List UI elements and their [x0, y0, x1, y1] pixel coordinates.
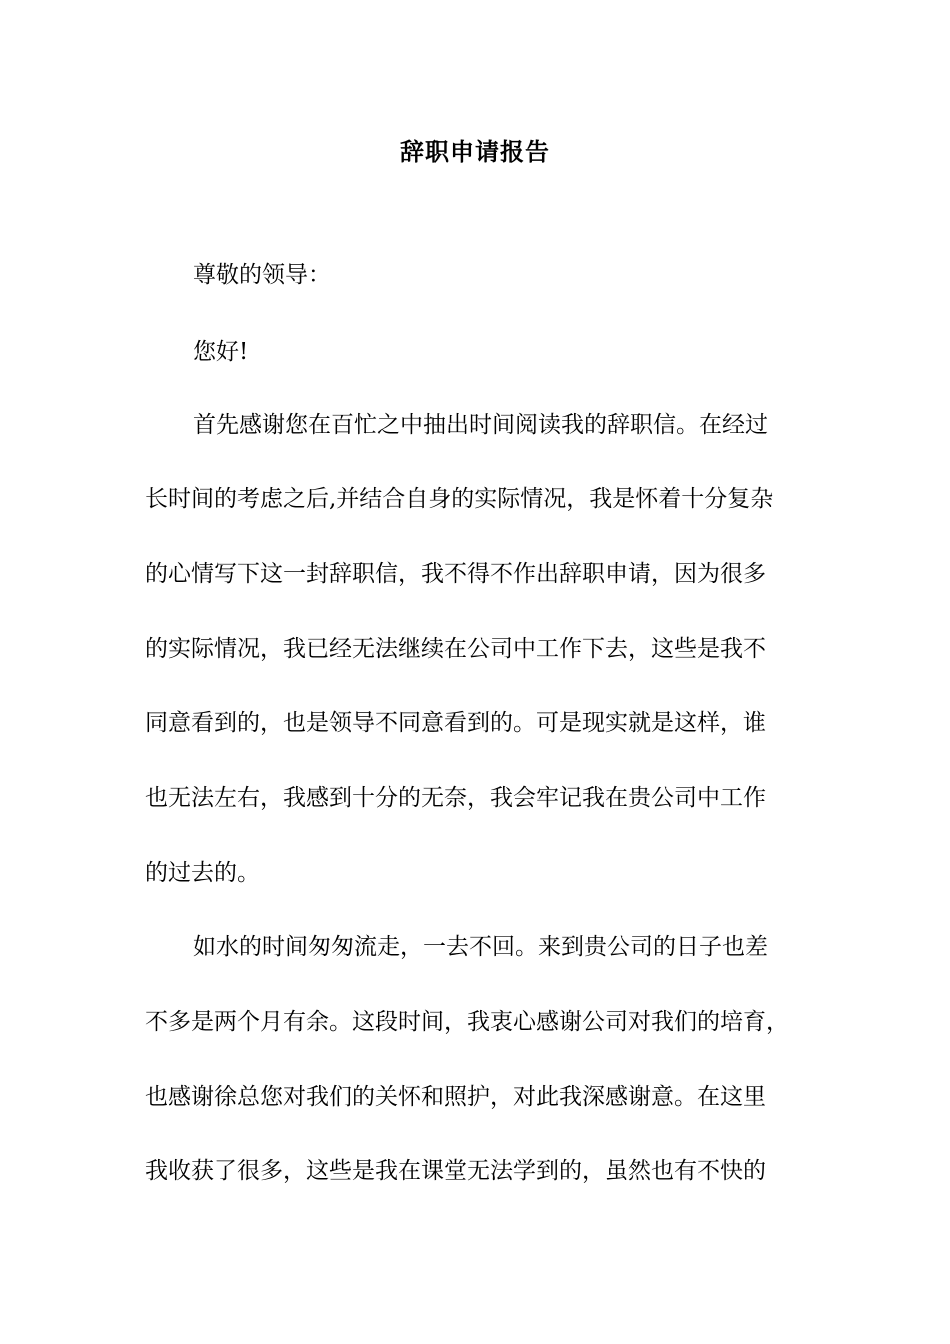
body-line-9: 不多是两个月有余。这段时间，我衷心感谢公司对我们的培育，: [145, 1009, 789, 1035]
body-line-8: 如水的时间匆匆流走，一去不回。来到贵公司的日子也差: [193, 934, 768, 960]
body-line-3: 的心情写下这一封辞职信，我不得不作出辞职申请，因为很多: [145, 561, 766, 587]
body-line-2: 长时间的考虑之后,并结合自身的实际情况，我是怀着十分复杂: [145, 486, 774, 512]
body-line-6: 也无法左右，我感到十分的无奈，我会牢记我在贵公司中工作: [145, 785, 766, 811]
document-title: 辞职申请报告: [400, 137, 550, 166]
body-line-11: 我收获了很多，这些是我在课堂无法学到的，虽然也有不快的: [145, 1158, 766, 1184]
body-line-4: 的实际情况，我已经无法继续在公司中工作下去，这些是我不: [145, 636, 766, 662]
salutation: 尊敬的领导：: [193, 262, 331, 288]
greeting: 您好!: [193, 339, 249, 365]
body-line-1: 首先感谢您在百忙之中抽出时间阅读我的辞职信。在经过: [193, 412, 768, 438]
body-line-5: 同意看到的，也是领导不同意看到的。可是现实就是这样，谁: [145, 710, 766, 736]
body-line-7: 的过去的。: [145, 860, 260, 886]
body-line-10: 也感谢徐总您对我们的关怀和照护，对此我深感谢意。在这里: [145, 1084, 766, 1110]
